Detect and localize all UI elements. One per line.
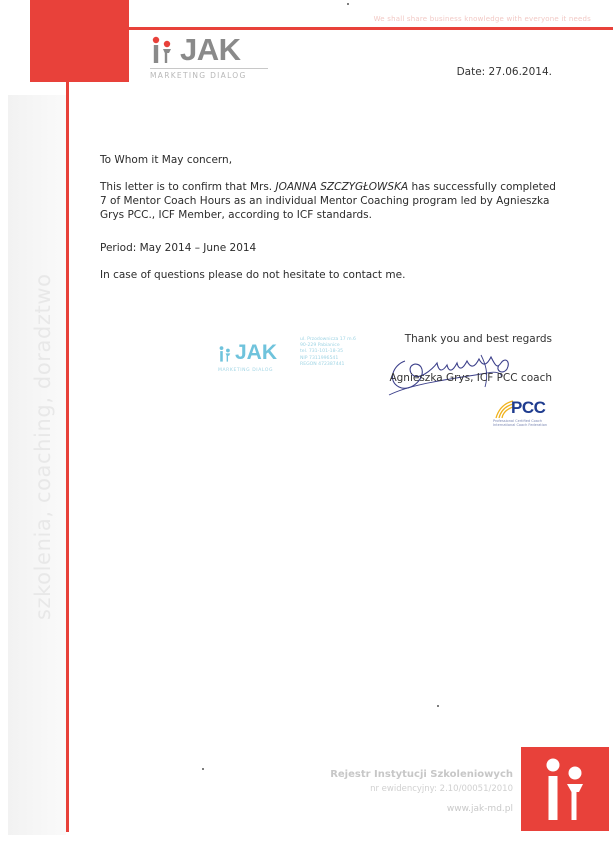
figures-logo-icon xyxy=(150,36,174,64)
header-rule xyxy=(68,27,613,30)
figures-large-icon xyxy=(542,757,588,823)
header-tagline: We shall share business knowledge with everyone it needs xyxy=(373,15,591,23)
vertical-slogan: szkolenia, coaching, doradztwo xyxy=(31,273,55,620)
pcc-wordmark: PCC xyxy=(511,398,546,417)
stamp-figures-icon xyxy=(218,345,232,363)
pcc-caption: Professional Certified Coach International Coach Federation xyxy=(493,419,548,428)
paragraph-details: has successfully completed 7 of Mentor Coach Hours as an individual Mentor Coaching program led by Agnieszka Grys PCC., ICF Member, according to ICF standards. xyxy=(100,181,556,221)
stamp-address-line: REGON 472387441 xyxy=(300,361,345,367)
coachee-name: JOANNA SZCZYGŁOWSKA xyxy=(275,181,409,193)
stamp-address-line: ul. Przodownicza 17 m.6 xyxy=(300,337,356,342)
stamp-address-line: 90-229 Pabianice xyxy=(300,343,340,349)
logo-wordmark: JAK xyxy=(180,32,241,67)
registry-title: Rejestr Instytucji Szkoleniowych xyxy=(330,769,513,780)
stamp-address xyxy=(300,337,382,368)
logo-tagline: MARKETING DIALOG xyxy=(150,68,268,80)
stamp-address-line: NIP 7311996541 xyxy=(300,355,339,361)
registry-number: nr ewidencyjny: 2.10/00051/2010 xyxy=(370,784,513,794)
company-logo xyxy=(150,32,268,80)
handwritten-signature xyxy=(383,343,523,398)
corner-block-bottom-right xyxy=(521,747,609,831)
letter-date: Date: 27.06.2014. xyxy=(456,66,552,78)
confirmation-paragraph xyxy=(100,180,560,222)
closing-regards: Thank you and best regards xyxy=(404,333,552,345)
stamp-wordmark: JAK xyxy=(235,341,278,364)
margin-rule xyxy=(66,27,69,832)
scan-speck xyxy=(437,705,439,707)
stamp-tagline: MARKETING DIALOG xyxy=(218,368,274,373)
scan-speck xyxy=(347,3,349,5)
company-stamp xyxy=(218,335,383,387)
scan-speck xyxy=(202,768,204,770)
corner-block-top-left xyxy=(30,0,129,82)
contact-line: In case of questions please do not hesitate to contact me. xyxy=(100,269,406,281)
stamp-address-line: tel. 731-101-18-35 xyxy=(300,349,344,355)
website-url: www.jak-md.pl xyxy=(446,804,513,814)
signer-name: Agnieszka Grys, ICF PCC coach xyxy=(389,372,552,384)
salutation: To Whom it May concern, xyxy=(100,154,233,166)
paragraph-intro: This letter is to confirm that Mrs. xyxy=(100,181,276,193)
period-line: Period: May 2014 – June 2014 xyxy=(100,242,257,254)
